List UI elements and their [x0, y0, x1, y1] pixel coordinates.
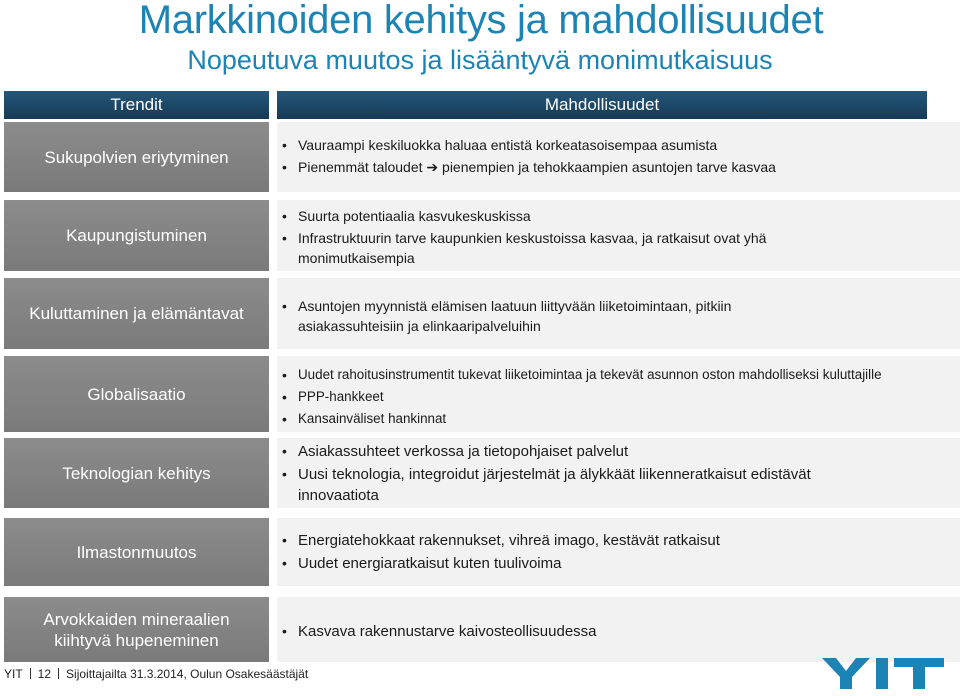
trend-cell: [4, 200, 269, 271]
footer-divider: [30, 668, 31, 679]
trend-label: Kuluttaminen ja elämäntavat: [29, 304, 244, 323]
opportunity-item: • Asiakassuhteet verkossa ja tietopohjaiset palvelut: [280, 441, 880, 462]
trend-label: Teknologian kehitys: [62, 463, 211, 483]
footer-event: Sijoittajailta 31.3.2014, Oulun Osakesäästäjät: [66, 667, 309, 681]
opportunity-item: • Kasvava rakennustarve kaivosteollisuudessa: [280, 621, 960, 642]
footer: [4, 667, 308, 681]
opportunity-list: [280, 296, 840, 338]
opportunity-item: • Uudet rahoitusinstrumentit tukevat liiketoimintaa ja tekevät asunnon oston mahdolliseksi kuluttajille: [280, 365, 960, 385]
opportunity-item: • Kansainväliset hankinnat: [280, 409, 960, 429]
trend-cell: [4, 518, 269, 586]
trend-label: Sukupolvien eriytyminen: [44, 147, 229, 167]
opportunities-column-header: [277, 91, 927, 119]
opportunity-item: • Suurta potentiaalia kasvukeskuskissa: [280, 206, 880, 226]
opportunity-list: [280, 135, 960, 179]
trend-cell: [4, 122, 269, 192]
opportunity-list: [280, 621, 960, 644]
trend-label: Globalisaatio: [87, 384, 186, 404]
page-subtitle: Nopeutuva muutos ja lisääntyvä monimutkaisuus: [187, 45, 773, 75]
yit-logo: [822, 655, 950, 696]
opportunity-item: • Infrastruktuurin tarve kaupunkien keskustoissa kasvaa, ja ratkaisut ovat yhä monimutkaisempia: [280, 228, 880, 268]
opportunity-item: • Asuntojen myynnistä elämisen laatuun liittyvään liiketoimintaan, pitkiin asiakassuhteisiin ja elinkaaripalveluihin: [280, 296, 840, 336]
opportunities-header-label: Mahdollisuudet: [544, 95, 660, 114]
opportunity-list: [280, 530, 960, 576]
trends-column-header: [4, 91, 269, 119]
trend-cell: [4, 438, 269, 508]
opportunity-item: • Vauraampi keskiluokka haluaa entistä korkeatasoisempaa asumista: [280, 135, 960, 155]
yit-logo-mark: [822, 655, 950, 691]
trend-label: Ilmastonmuutos: [76, 542, 197, 562]
trend-cell: [4, 278, 269, 349]
footer-company: YIT: [4, 667, 23, 681]
opportunity-item: • Uudet energiaratkaisut kuten tuulivoima: [280, 553, 960, 574]
trend-label: Kaupungistuminen: [66, 226, 207, 245]
opportunity-list: [280, 441, 880, 508]
opportunity-item: • Uusi teknologia, integroidut järjestelmät ja älykkäät liikenneratkaisut edistävät innovaatiota: [280, 464, 880, 506]
opportunity-item: • PPP-hankkeet: [280, 387, 960, 407]
opportunity-item: • Pienemmät taloudet ➔ pienempien ja tehokkaampien asuntojen tarve kasvaa: [280, 157, 960, 177]
trend-label: Arvokkaiden mineraalien kiihtyvä hupeneminen: [43, 609, 230, 650]
trend-cell: [4, 597, 269, 662]
footer-page-number: 12: [37, 667, 52, 681]
trends-header-label: Trendit: [110, 95, 163, 114]
opportunity-list: [280, 206, 880, 270]
trend-cell: [4, 356, 269, 432]
opportunity-list: [280, 365, 960, 431]
opportunity-item: • Energiatehokkaat rakennukset, vihreä imago, kestävät ratkaisut: [280, 530, 960, 551]
footer-divider: [58, 668, 59, 679]
page-title: Markkinoiden kehitys ja mahdollisuudet: [138, 0, 824, 42]
